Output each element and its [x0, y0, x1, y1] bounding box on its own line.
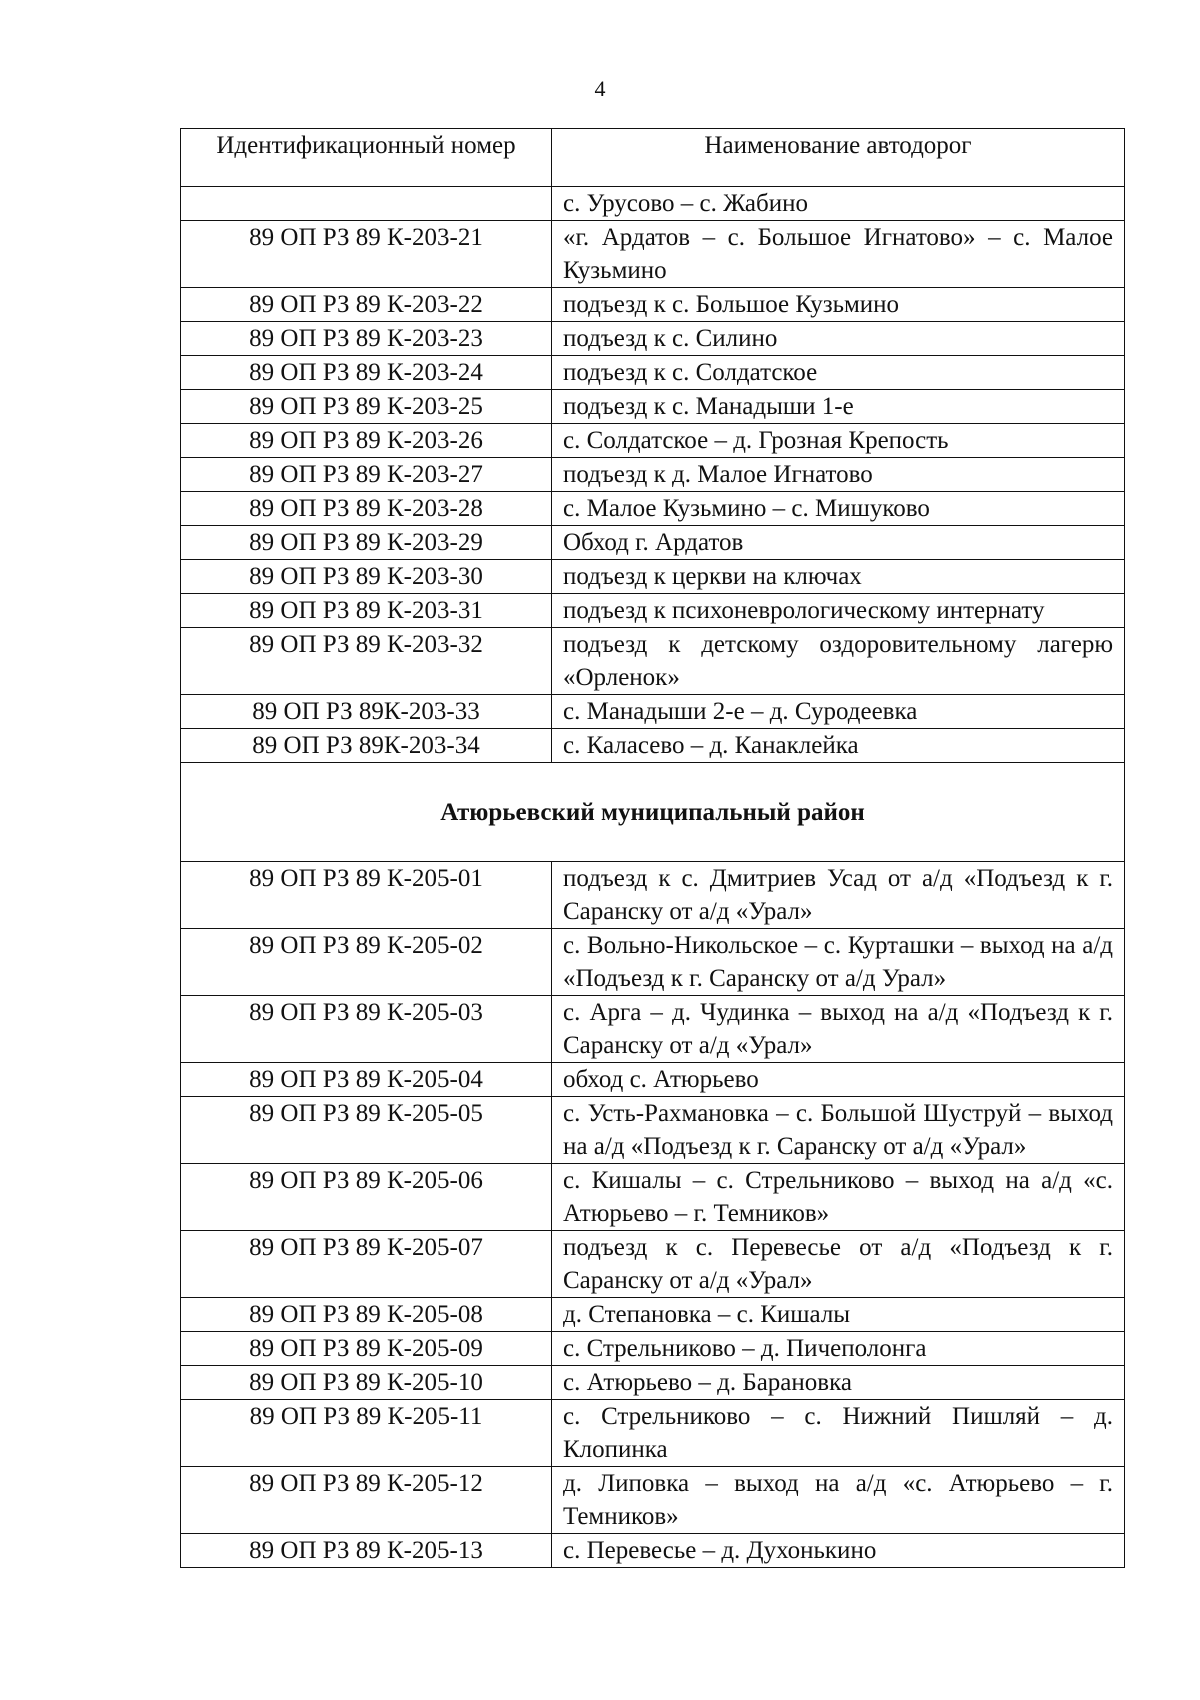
road-name-cell: д. Степановка – с. Кишалы: [552, 1298, 1125, 1332]
road-id-cell: 89 ОП РЗ 89К-203-34: [181, 729, 552, 763]
road-id-cell: 89 ОП РЗ 89 К-203-26: [181, 424, 552, 458]
section-row: [181, 763, 1125, 862]
table-row: [181, 221, 1125, 288]
road-id-cell: 89 ОП РЗ 89 К-205-10: [181, 1366, 552, 1400]
road-id-cell: 89 ОП РЗ 89 К-203-28: [181, 492, 552, 526]
page-number: 4: [594, 76, 606, 101]
road-name-cell: с. Арга – д. Чудинка – выход на а/д «Подъезд к г. Саранску от а/д «Урал»: [552, 996, 1125, 1063]
road-id-cell: 89 ОП РЗ 89 К-203-29: [181, 526, 552, 560]
road-id-cell: 89 ОП РЗ 89 К-203-32: [181, 628, 552, 695]
road-id-cell: 89 ОП РЗ 89 К-203-23: [181, 322, 552, 356]
table-row: [181, 862, 1125, 929]
road-id-cell: 89 ОП РЗ 89 К-203-21: [181, 221, 552, 288]
table-row: [181, 356, 1125, 390]
table-row: [181, 1097, 1125, 1164]
table-body-part1: [181, 187, 1125, 763]
road-id-cell: 89 ОП РЗ 89 К-205-06: [181, 1164, 552, 1231]
table-row: [181, 322, 1125, 356]
road-id-cell: [181, 187, 552, 221]
roads-table: [180, 128, 1125, 1568]
table-row: [181, 187, 1125, 221]
road-name-cell: с. Вольно-Никольское – с. Курташки – выход на а/д «Подъезд к г. Саранску от а/д Урал»: [552, 929, 1125, 996]
table-row: [181, 560, 1125, 594]
table-row: [181, 390, 1125, 424]
table-row: [181, 458, 1125, 492]
table-row: [181, 594, 1125, 628]
road-id-cell: 89 ОП РЗ 89 К-203-27: [181, 458, 552, 492]
table-row: [181, 729, 1125, 763]
table-row: [181, 1467, 1125, 1534]
table-row: [181, 424, 1125, 458]
road-name-cell: с. Стрельниково – д. Пичеполонга: [552, 1332, 1125, 1366]
table-row: [181, 288, 1125, 322]
table-row: [181, 1164, 1125, 1231]
road-name-cell: с. Манадыши 2-е – д. Суродеевка: [552, 695, 1125, 729]
road-id-cell: 89 ОП РЗ 89 К-203-30: [181, 560, 552, 594]
road-id-cell: 89 ОП РЗ 89 К-205-02: [181, 929, 552, 996]
road-name-cell: подъезд к с. Манадыши 1-е: [552, 390, 1125, 424]
road-name-cell: подъезд к с. Силино: [552, 322, 1125, 356]
road-id-cell: 89 ОП РЗ 89 К-205-12: [181, 1467, 552, 1534]
table-row: [181, 1332, 1125, 1366]
road-name-cell: с. Перевесье – д. Духонькино: [552, 1534, 1125, 1568]
road-name-cell: подъезд к психоневрологическому интернату: [552, 594, 1125, 628]
road-id-cell: 89 ОП РЗ 89 К-205-01: [181, 862, 552, 929]
road-name-cell: Обход г. Ардатов: [552, 526, 1125, 560]
header-name: Наименование автодорог: [552, 129, 1125, 187]
table-body-part2: [181, 862, 1125, 1568]
table-row: [181, 1366, 1125, 1400]
road-name-cell: подъезд к церкви на ключах: [552, 560, 1125, 594]
road-id-cell: 89 ОП РЗ 89 К-205-09: [181, 1332, 552, 1366]
table-row: [181, 996, 1125, 1063]
road-name-cell: «г. Ардатов – с. Большое Игнатово» – с. Малое Кузьмино: [552, 221, 1125, 288]
road-name-cell: подъезд к детскому оздоровительному лагерю «Орленок»: [552, 628, 1125, 695]
road-name-cell: с. Урусово – с. Жабино: [552, 187, 1125, 221]
road-name-cell: подъезд к с. Перевесье от а/д «Подъезд к г. Саранску от а/д «Урал»: [552, 1231, 1125, 1298]
road-id-cell: 89 ОП РЗ 89 К-205-03: [181, 996, 552, 1063]
table-row: [181, 526, 1125, 560]
section-body: [181, 763, 1125, 862]
road-id-cell: 89 ОП РЗ 89 К-203-22: [181, 288, 552, 322]
road-name-cell: подъезд к д. Малое Игнатово: [552, 458, 1125, 492]
table-row: [181, 929, 1125, 996]
road-id-cell: 89 ОП РЗ 89 К-205-07: [181, 1231, 552, 1298]
road-name-cell: с. Стрельниково – с. Нижний Пишляй – д. Клопинка: [552, 1400, 1125, 1467]
table-row: [181, 1063, 1125, 1097]
road-id-cell: 89 ОП РЗ 89 К-205-04: [181, 1063, 552, 1097]
road-name-cell: с. Солдатское – д. Грозная Крепость: [552, 424, 1125, 458]
road-name-cell: подъезд к с. Дмитриев Усад от а/д «Подъезд к г. Саранску от а/д «Урал»: [552, 862, 1125, 929]
table-row: [181, 492, 1125, 526]
road-name-cell: с. Каласево – д. Канаклейка: [552, 729, 1125, 763]
table-row: [181, 695, 1125, 729]
road-name-cell: с. Атюрьево – д. Барановка: [552, 1366, 1125, 1400]
table-row: [181, 1400, 1125, 1467]
table-row: [181, 628, 1125, 695]
road-name-cell: обход с. Атюрьево: [552, 1063, 1125, 1097]
header-id: Идентификационный номер: [181, 129, 552, 187]
road-id-cell: 89 ОП РЗ 89 К-205-11: [181, 1400, 552, 1467]
road-id-cell: 89 ОП РЗ 89 К-205-05: [181, 1097, 552, 1164]
road-name-cell: д. Липовка – выход на а/д «с. Атюрьево – г. Темников»: [552, 1467, 1125, 1534]
road-name-cell: подъезд к с. Солдатское: [552, 356, 1125, 390]
table-row: [181, 1534, 1125, 1568]
road-name-cell: с. Кишалы – с. Стрельниково – выход на а/д «с. Атюрьево – г. Темников»: [552, 1164, 1125, 1231]
section-title: Атюрьевский муниципальный район: [181, 763, 1125, 862]
road-name-cell: подъезд к с. Большое Кузьмино: [552, 288, 1125, 322]
road-id-cell: 89 ОП РЗ 89 К-203-31: [181, 594, 552, 628]
road-id-cell: 89 ОП РЗ 89 К-203-24: [181, 356, 552, 390]
road-id-cell: 89 ОП РЗ 89 К-203-25: [181, 390, 552, 424]
road-name-cell: с. Малое Кузьмино – с. Мишуково: [552, 492, 1125, 526]
road-id-cell: 89 ОП РЗ 89 К-205-13: [181, 1534, 552, 1568]
road-id-cell: 89 ОП РЗ 89 К-205-08: [181, 1298, 552, 1332]
road-id-cell: 89 ОП РЗ 89К-203-33: [181, 695, 552, 729]
table-row: [181, 1298, 1125, 1332]
road-name-cell: с. Усть-Рахмановка – с. Большой Шуструй – выход на а/д «Подъезд к г. Саранску от а/д «Урал»: [552, 1097, 1125, 1164]
table-header-row: [181, 129, 1125, 187]
table-row: [181, 1231, 1125, 1298]
